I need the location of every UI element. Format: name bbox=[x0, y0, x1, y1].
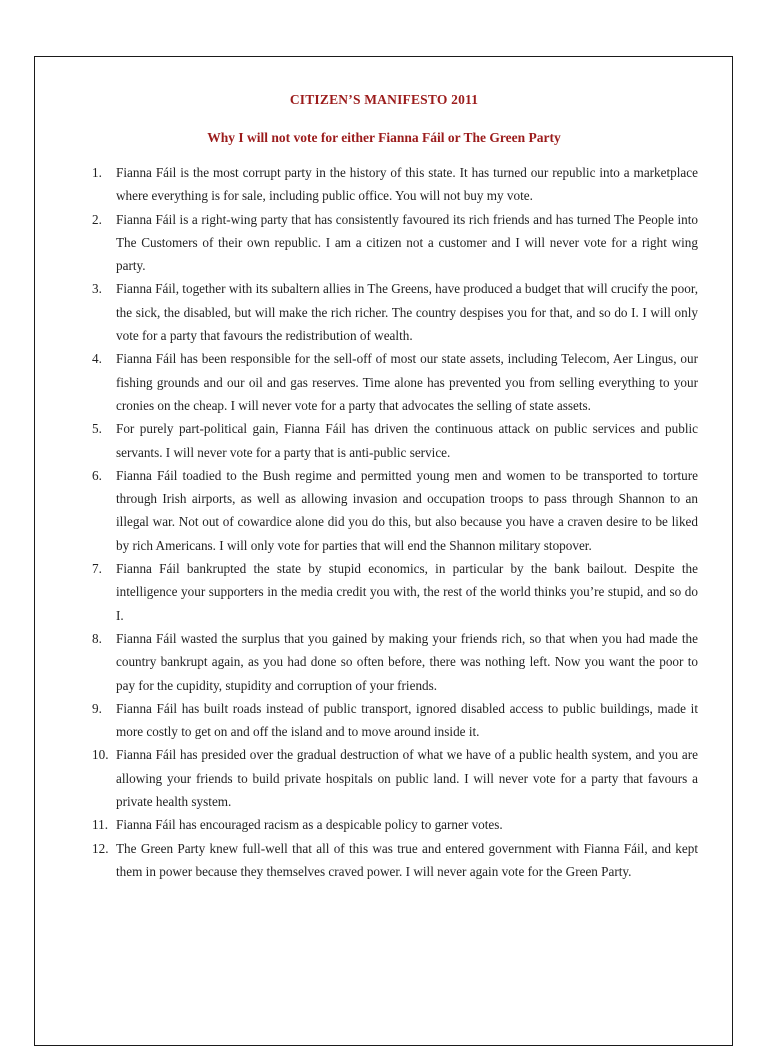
list-item bbox=[92, 347, 698, 417]
list-item bbox=[92, 464, 698, 557]
list-item bbox=[92, 161, 698, 208]
item-number: 11. bbox=[92, 817, 108, 833]
item-number: 5. bbox=[92, 421, 102, 437]
list-item bbox=[92, 417, 698, 464]
item-number: 12. bbox=[92, 840, 109, 856]
list-item bbox=[92, 277, 698, 347]
item-text: Fianna Fáil has been responsible for the sell-off of most our state assets, including Telecom, Aer Lingus, our fishing grounds and our oil and gas reserves. Time alone has prevented you from selling everything to your cronies on the cheap. I will never vote for a party that advocates the selling of state assets. bbox=[116, 351, 698, 413]
manifesto-list bbox=[92, 161, 698, 883]
item-text: The Green Party knew full-well that all of this was true and entered government with Fianna Fáil, and kept them in power because they themselves craved power. I will never again vote for the Green Party. bbox=[116, 840, 698, 879]
item-number: 9. bbox=[92, 700, 102, 716]
item-text: Fianna Fáil has presided over the gradual destruction of what we have of a public health system, and you are allowing your friends to build private hospitals on public land. I will never vote for a party that favours a private health system. bbox=[116, 747, 698, 810]
item-number: 8. bbox=[92, 630, 102, 646]
list-item bbox=[92, 837, 698, 884]
item-text: Fianna Fáil wasted the surplus that you gained by making your friends rich, so that when you had made the country bankrupt again, as you had done so often before, there was nothing left. Now you want the poor to pay for the cupidity, stupidity and corruption of your friends. bbox=[116, 630, 698, 693]
list-item bbox=[92, 697, 698, 744]
item-text: Fianna Fáil is a right-wing party that has consistently favoured its rich friends and has turned The People into The Customers of their own republic. I am a citizen not a customer and I will never vote for a right wing party. bbox=[116, 211, 698, 274]
document-title: CITIZEN’S MANIFESTO 2011 bbox=[289, 92, 479, 107]
list-item bbox=[92, 743, 698, 813]
item-text: Fianna Fáil, together with its subaltern allies in The Greens, have produced a budget that will crucify the poor, the sick, the disabled, but will make the rich richer. The country despises you for that, and so do I. I will only vote for a party that favours the redistribution of wealth. bbox=[116, 281, 698, 344]
item-number: 10. bbox=[92, 747, 109, 763]
list-item bbox=[92, 813, 698, 836]
item-text: Fianna Fáil toadied to the Bush regime and permitted young men and women to be transported to torture through Irish airports, as well as allowing invasion and occupation troops to pass through Shannon to an illegal war. Not out of cowardice alone did you do this, but also because you have a craven desire to be liked by rich Americans. I will only vote for parties that will end the Shannon military stopover. bbox=[116, 467, 698, 553]
item-text: Fianna Fáil has encouraged racism as a despicable policy to garner votes. bbox=[116, 817, 503, 833]
item-number: 3. bbox=[92, 281, 102, 297]
item-text: Fianna Fáil has built roads instead of public transport, ignored disabled access to public buildings, made it more costly to get on and off the island and to move around inside it. bbox=[116, 700, 698, 740]
item-number: 7. bbox=[92, 561, 102, 577]
item-number: 2. bbox=[92, 211, 102, 227]
item-number: 6. bbox=[92, 467, 102, 483]
list-item bbox=[92, 627, 698, 697]
item-number: 1. bbox=[92, 165, 102, 180]
list-item bbox=[92, 208, 698, 278]
item-text: Fianna Fáil bankrupted the state by stupid economics, in particular by the bank bailout. Despite the intelligence your supporters in the media credit you with, the rest of the world thinks you’re stupid, and so do I. bbox=[116, 561, 698, 623]
list-item bbox=[92, 557, 698, 627]
item-text: Fianna Fáil is the most corrupt party in the history of this state. It has turned our republic into a marketplace where everything is for sale, including public office. You will not buy my vote. bbox=[116, 165, 698, 204]
item-text: For purely part-political gain, Fianna Fáil has driven the continuous attack on public services and public servants. I will never vote for a party that is anti-public service. bbox=[116, 421, 698, 460]
item-number: 4. bbox=[92, 351, 102, 367]
document-subtitle: Why I will not vote for either Fianna Fáil or The Green Party bbox=[207, 130, 561, 145]
